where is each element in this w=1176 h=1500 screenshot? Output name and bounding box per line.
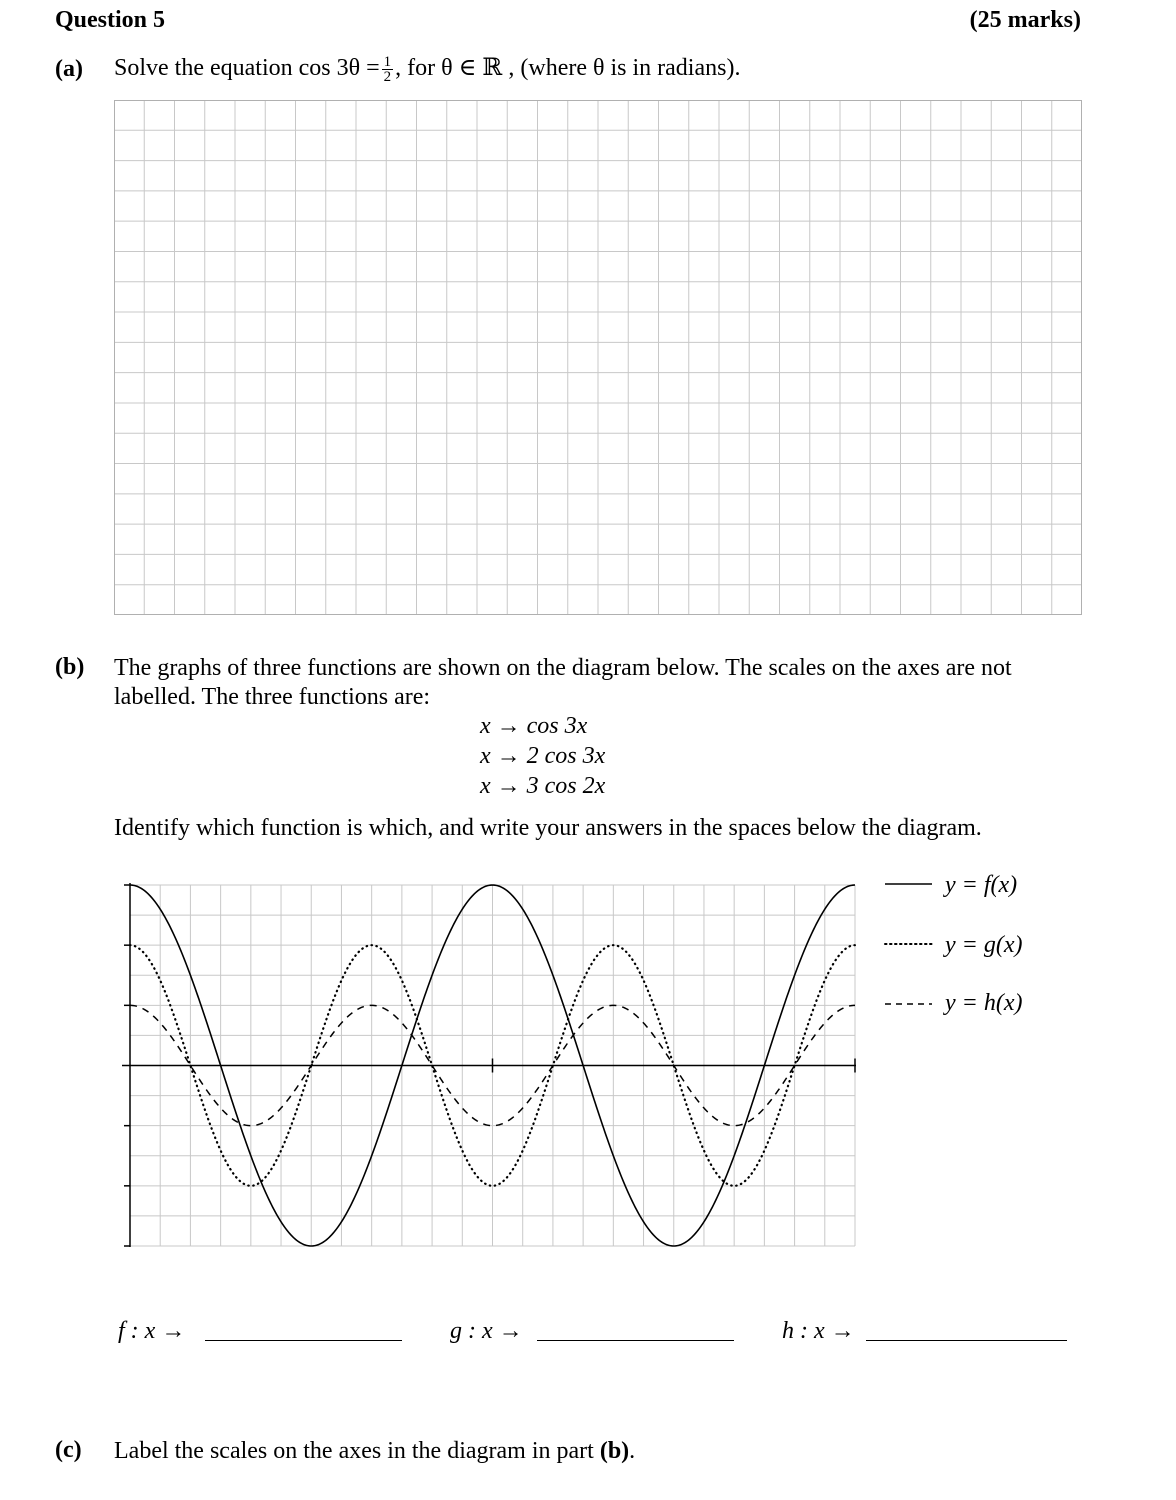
- function-option-1: x → cos 3x: [480, 713, 588, 739]
- part-c-text: [114, 1436, 635, 1466]
- part-a-text-after: , for θ ∈ ℝ , (where θ is in radians).: [395, 55, 741, 81]
- answer-h-blank[interactable]: [866, 1340, 1067, 1341]
- answer-f-blank[interactable]: [205, 1340, 402, 1341]
- answer-f-prefix: f : x →: [118, 1318, 186, 1344]
- fraction-numerator: 1: [383, 53, 392, 70]
- legend-swatches: [880, 872, 940, 1022]
- part-a-question: [114, 53, 740, 84]
- part-c-label: (c): [55, 1437, 82, 1463]
- part-b-label: (b): [55, 654, 85, 680]
- part-a-text-before: Solve the equation: [114, 55, 293, 81]
- part-b-instruction: Identify which function is which, and write your answers in the spaces below the diagram.: [114, 815, 982, 841]
- question-marks: (25 marks): [969, 7, 1081, 33]
- fraction-denominator: 2: [383, 68, 392, 85]
- part-b-line2: labelled. The three functions are:: [114, 684, 431, 710]
- answer-h-prefix: h : x →: [782, 1318, 855, 1344]
- function-option-2: x → 2 cos 3x: [480, 743, 606, 769]
- legend-label-f: y = f(x): [945, 872, 1018, 898]
- answer-g-blank[interactable]: [537, 1340, 734, 1341]
- part-a-equation: cos 3θ =: [298, 55, 380, 81]
- part-c-sentence: Label the scales on the axes in the diagram in part: [114, 1438, 594, 1464]
- part-b-line1: The graphs of three functions are shown on the diagram below. The scales on the axes are not: [114, 655, 1012, 681]
- function-graph: [120, 878, 865, 1256]
- answer-g-prefix: g : x →: [450, 1318, 523, 1344]
- legend-label-h: y = h(x): [945, 990, 1023, 1016]
- one-half-fraction: [382, 55, 394, 84]
- answer-grid[interactable]: [114, 100, 1082, 615]
- part-a-label: (a): [55, 56, 83, 82]
- part-c-end: .: [629, 1438, 636, 1464]
- function-option-3: x → 3 cos 2x: [480, 773, 606, 799]
- question-title: Question 5: [55, 7, 166, 33]
- part-c-reference: (b): [599, 1438, 630, 1464]
- legend-label-g: y = g(x): [945, 932, 1023, 958]
